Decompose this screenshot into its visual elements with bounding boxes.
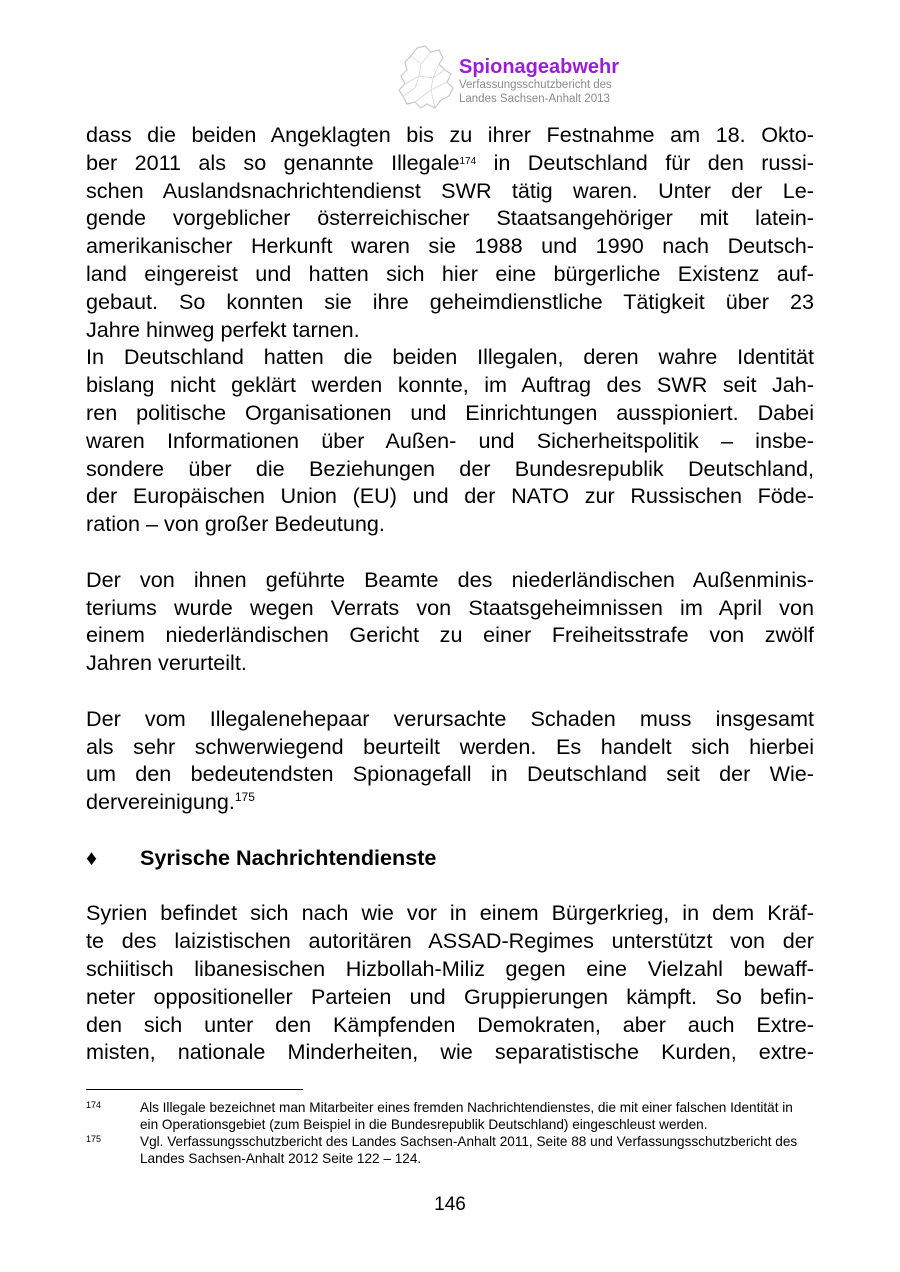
footnote-text: Als Illegale bezeichnet man Mitarbeiter eines fremden Nachrichtendienstes, die mit einer falschen Identität in ein Operationsgebiet (zum Beispiel in die Bundesrepublik Deutschland) eingeschleust werden. xyxy=(140,1100,793,1132)
text-line: Der vom Illegalenehepaar verursachte Schaden muss insgesamt xyxy=(86,705,814,731)
text-line: der Europäischen Union (EU) und der NATO zur Russischen Föde- xyxy=(86,483,814,509)
text-line: ration – von großer Bedeutung. xyxy=(86,511,385,537)
paragraph-gap xyxy=(86,872,814,900)
text-line: te des laizistischen autoritären ASSAD-Regimes unterstützt von der xyxy=(86,928,814,954)
text-line: In Deutschland hatten die beiden Illegalen, deren wahre Identität xyxy=(86,344,814,370)
footnote-text: Vgl. Verfassungsschutzbericht des Landes Sachsen-Anhalt 2011, Seite 88 und Verfassungsschutzbericht des Landes Sachsen-Anhalt 2012 Seite 122 – 124. xyxy=(140,1134,798,1166)
footnote-number: 174 xyxy=(86,1100,102,1110)
text-line: waren Informationen über Außen- und Sicherheitspolitik – insbe- xyxy=(86,427,814,453)
page-number: 146 xyxy=(434,1194,466,1215)
paragraph-espionage xyxy=(86,343,814,538)
text-line: schen Auslandsnachrichtendienst SWR tätig waren. Unter der Le- xyxy=(86,177,814,203)
text-line: schiitisch libanesischen Hizbollah-Miliz gegen eine Vielzahl bewaff- xyxy=(86,955,814,981)
text-line: ren politische Organisationen und Einrichtungen ausspioniert. Dabei xyxy=(86,399,814,425)
text-line: sondere über die Beziehungen der Bundesrepublik Deutschland, xyxy=(86,455,814,481)
paragraph-syria xyxy=(86,899,814,1066)
saxony-anhalt-map-icon xyxy=(395,44,457,110)
text-line: Der von ihnen geführte Beamte des niederländischen Außenminis- xyxy=(86,566,814,592)
text-line: als sehr schwerwiegend beurteilt werden. Es handelt sich hierbei xyxy=(86,733,814,759)
section-heading xyxy=(86,844,814,872)
text-line: Jahre hinweg perfekt tarnen. xyxy=(86,316,360,342)
paragraph-arrest xyxy=(86,121,814,343)
footnote-ref-174[interactable]: 174 xyxy=(459,155,477,167)
text-line: Syrien befindet sich nach wie vor in einem Bürgerkrieg, in dem Kräf- xyxy=(86,900,814,926)
main-content xyxy=(86,121,814,1066)
footnote-separator xyxy=(86,1089,303,1090)
footnote-175 xyxy=(86,1133,814,1167)
text-line: Jahren verurteilt. xyxy=(86,650,247,676)
text-line: dass die beiden Angeklagten bis zu ihrer Festnahme am 18. Okto- xyxy=(86,122,814,147)
paragraph-verdict xyxy=(86,566,814,677)
text-line: land eingereist und hatten sich hier eine bürgerliche Existenz auf- xyxy=(86,260,814,286)
text-line: gende vorgeblicher österreichischer Staatsangehöriger mit latein- xyxy=(86,205,814,231)
text-line: um den bedeutendsten Spionagefall in Deutschland seit der Wie- xyxy=(86,761,814,787)
footnote-number: 175 xyxy=(86,1134,102,1144)
footnote-174 xyxy=(86,1099,814,1133)
text-line: ber 2011 als so genannte Illegale$^{174}$ in Deutschland für den russi- xyxy=(86,149,814,175)
text-line: teriums wurde wegen Verrats von Staatsgeheimnissen im April von xyxy=(86,594,814,620)
header-title: Spionageabwehr xyxy=(459,56,620,78)
section-title: Syrische Nachrichtendienste xyxy=(140,844,437,870)
text-line: einem niederländischen Gericht zu einer Freiheitsstrafe von zwölf xyxy=(86,622,814,648)
header-subtitle-line2: Landes Sachsen-Anhalt 2013 xyxy=(459,93,610,105)
paragraph-gap xyxy=(86,538,814,566)
text-line: bislang nicht geklärt werden konnte, im Auftrag des SWR seit Jah- xyxy=(86,372,814,398)
text-line: misten, nationale Minderheiten, wie separatistische Kurden, extre- xyxy=(86,1039,814,1065)
paragraph-gap xyxy=(86,677,814,705)
text-line: neter oppositioneller Parteien und Gruppierungen kämpft. So befin- xyxy=(86,983,814,1009)
text-line: amerikanischer Herkunft waren sie 1988 und 1990 nach Deutsch- xyxy=(86,233,814,259)
text-line: dervereinigung.$^{175}$ xyxy=(86,789,255,815)
diamond-bullet-icon: ♦ xyxy=(86,844,98,870)
paragraph-gap xyxy=(86,816,814,844)
page-header xyxy=(395,44,655,114)
paragraph-damage xyxy=(86,705,814,816)
text-line: gebaut. So konnten sie ihre geheimdienstliche Tätigkeit über 23 xyxy=(86,288,814,314)
footnote-ref-175[interactable]: 175 xyxy=(234,789,255,804)
text-line: den sich unter den Kämpfenden Demokraten, aber auch Extre- xyxy=(86,1011,814,1037)
header-subtitle-line1: Verfassungsschutzbericht des xyxy=(459,79,612,91)
footnotes xyxy=(86,1099,814,1167)
